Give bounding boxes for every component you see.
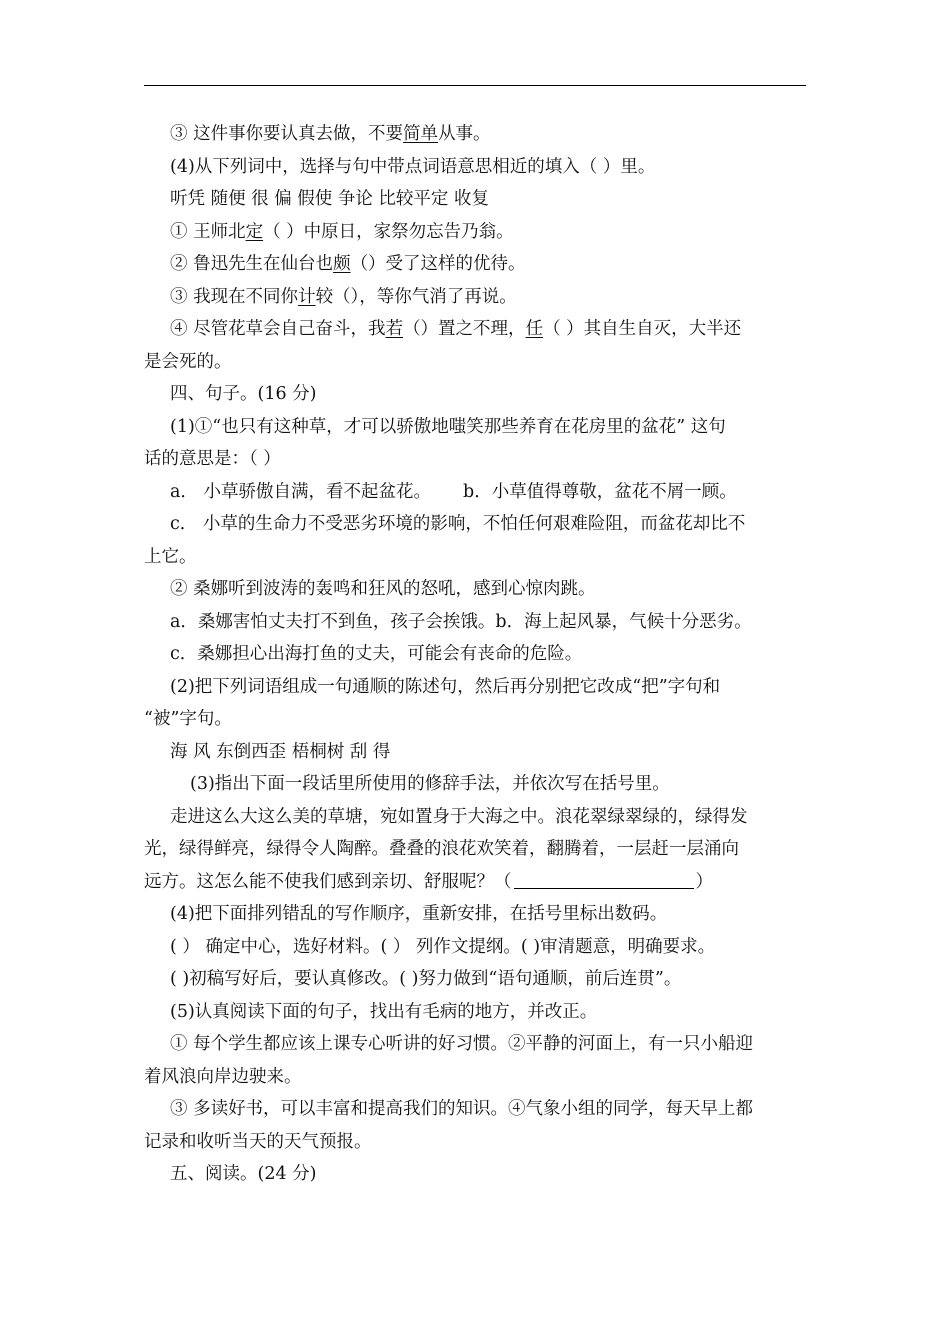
text: ③ 这件事你要认真去做，不要 (170, 124, 404, 144)
q4-s5-line2: 着风浪向岸边驶来。 (144, 1066, 302, 1087)
q4-s5-title: (5)认真阅读下面的句子，找出有毛病的地方，并改正。 (170, 1001, 598, 1022)
q3-word-bank: 听凭 随便 很 偏 假使 争论 比较平定 收复 (170, 189, 489, 209)
q3-sub4-title: (4)从下列词中，选择与句中带点词语意思相近的填入（ ）里。 (170, 156, 656, 177)
q3-sentence-4-cont: 是会死的。 (144, 351, 232, 372)
q3-sentence-1 (144, 216, 806, 249)
q4-s2-line2: “被”字句。 (144, 709, 232, 729)
q3-item-3 (144, 118, 806, 151)
q3-sentence-3 (144, 281, 806, 314)
q4-s4-line2: ( )初稿写好后，要认真修改。( )努力做到“语句通顺，前后连贯”。 (170, 969, 682, 989)
q4-p1-line1: (1)①“也只有这种草，才可以骄傲地嗤笑那些养育在花房里的盆花” 这句 (170, 416, 726, 437)
option-b: b．小草值得尊敬，盆花不屑一顾。 (463, 481, 737, 502)
text: ③ 我现在不同你 (170, 286, 299, 307)
q3-sentence-4 (144, 313, 806, 346)
q4-s5-line1: ① 每个学生都应该上课专心听讲的好习惯。②平静的河面上，有一只小船迎 (170, 1034, 754, 1054)
option-a: a． 小草骄傲自满，看不起盆花。 (170, 481, 431, 502)
q4-s3-line3 (144, 866, 806, 899)
text: ④ 尽管花草会自己奋斗，我 (170, 319, 386, 339)
underlined-word: 简单 (403, 124, 439, 144)
text: 较（），等你气消了再说。 (315, 286, 517, 307)
text: 从事。 (438, 124, 491, 144)
q4-p1-option-c-cont: 上它。 (144, 546, 197, 567)
q4-s3-title: (3)指出下面一段话里所使用的修辞手法，并依次写在括号里。 (190, 774, 670, 794)
q3-sentence-2 (144, 248, 806, 281)
q4-s3-line2: 光，绿得鲜亮，绿得令人陶醉。叠叠的浪花欢笑着，翻腾着，一层赶一层涌向 (144, 839, 739, 859)
underlined-word: 颇 (333, 254, 351, 274)
section-4-heading: 四、句子。(16 分) (170, 384, 317, 404)
q4-s4-line1: ( ） 确定中心，选好材料。( ） 列作文提纲。( )审清题意，明确要求。 (170, 936, 716, 957)
q4-s5-line3: ③ 多读好书，可以丰富和提高我们的知识。④气象小组的同学，每天早上都 (170, 1099, 754, 1119)
text: （ ）中原日，家祭勿忘告乃翁。 (263, 221, 514, 242)
underlined-word: 任 (525, 319, 544, 339)
text: （）置之不理， (403, 319, 526, 339)
text: 远方。这怎么能不使我们感到亲切、舒服呢？（ (144, 871, 512, 892)
q4-p2-stem: ② 桑娜听到波涛的轰鸣和狂风的怒吼，感到心惊肉跳。 (170, 579, 596, 599)
underlined-word: 若 (385, 319, 404, 339)
text: （ ）其自生自灭，大半还 (543, 319, 742, 339)
header-rule (144, 85, 806, 86)
q4-s3-line1: 走进这么大这么美的草塘，宛如置身于大海之中。浪花翠绿翠绿的，绿得发 (170, 806, 748, 827)
q4-p2-option-c: c．桑娜担心出海打鱼的丈夫，可能会有丧命的危险。 (170, 644, 583, 664)
text: ） (695, 871, 713, 892)
section-5-heading: 五、阅读。(24 分) (170, 1164, 317, 1184)
text: （）受了这样的优待。 (350, 254, 526, 274)
answer-blank[interactable] (514, 870, 694, 889)
q4-s5-line4: 记录和收听当天的天气预报。 (144, 1131, 372, 1152)
text: ① 王师北 (170, 221, 246, 242)
q4-p2-options-ab: a．桑娜害怕丈夫打不到鱼，孩子会挨饿。b．海上起风暴，气候十分恶劣。 (170, 611, 752, 632)
document-body (144, 118, 806, 1191)
q4-s2-words: 海 风 东倒西歪 梧桐树 刮 得 (170, 741, 391, 762)
q4-p1-options-ab (144, 476, 806, 509)
underlined-word: 定 (245, 221, 264, 242)
text: ② 鲁迅先生在仙台也 (170, 254, 334, 274)
underlined-word: 计 (298, 286, 316, 307)
q4-p1-option-c: c． 小草的生命力不受恶劣环境的影响，不怕任何艰难险阻，而盆花却比不 (170, 514, 746, 534)
q4-s4-title: (4)把下面排列错乱的写作顺序，重新安排，在括号里标出数码。 (170, 904, 668, 924)
q4-p1-line2: 话的意思是：（ ） (144, 449, 281, 469)
q4-s2-line1: (2)把下列词语组成一句通顺的陈述句，然后再分别把它改成“把”字句和 (170, 676, 721, 697)
